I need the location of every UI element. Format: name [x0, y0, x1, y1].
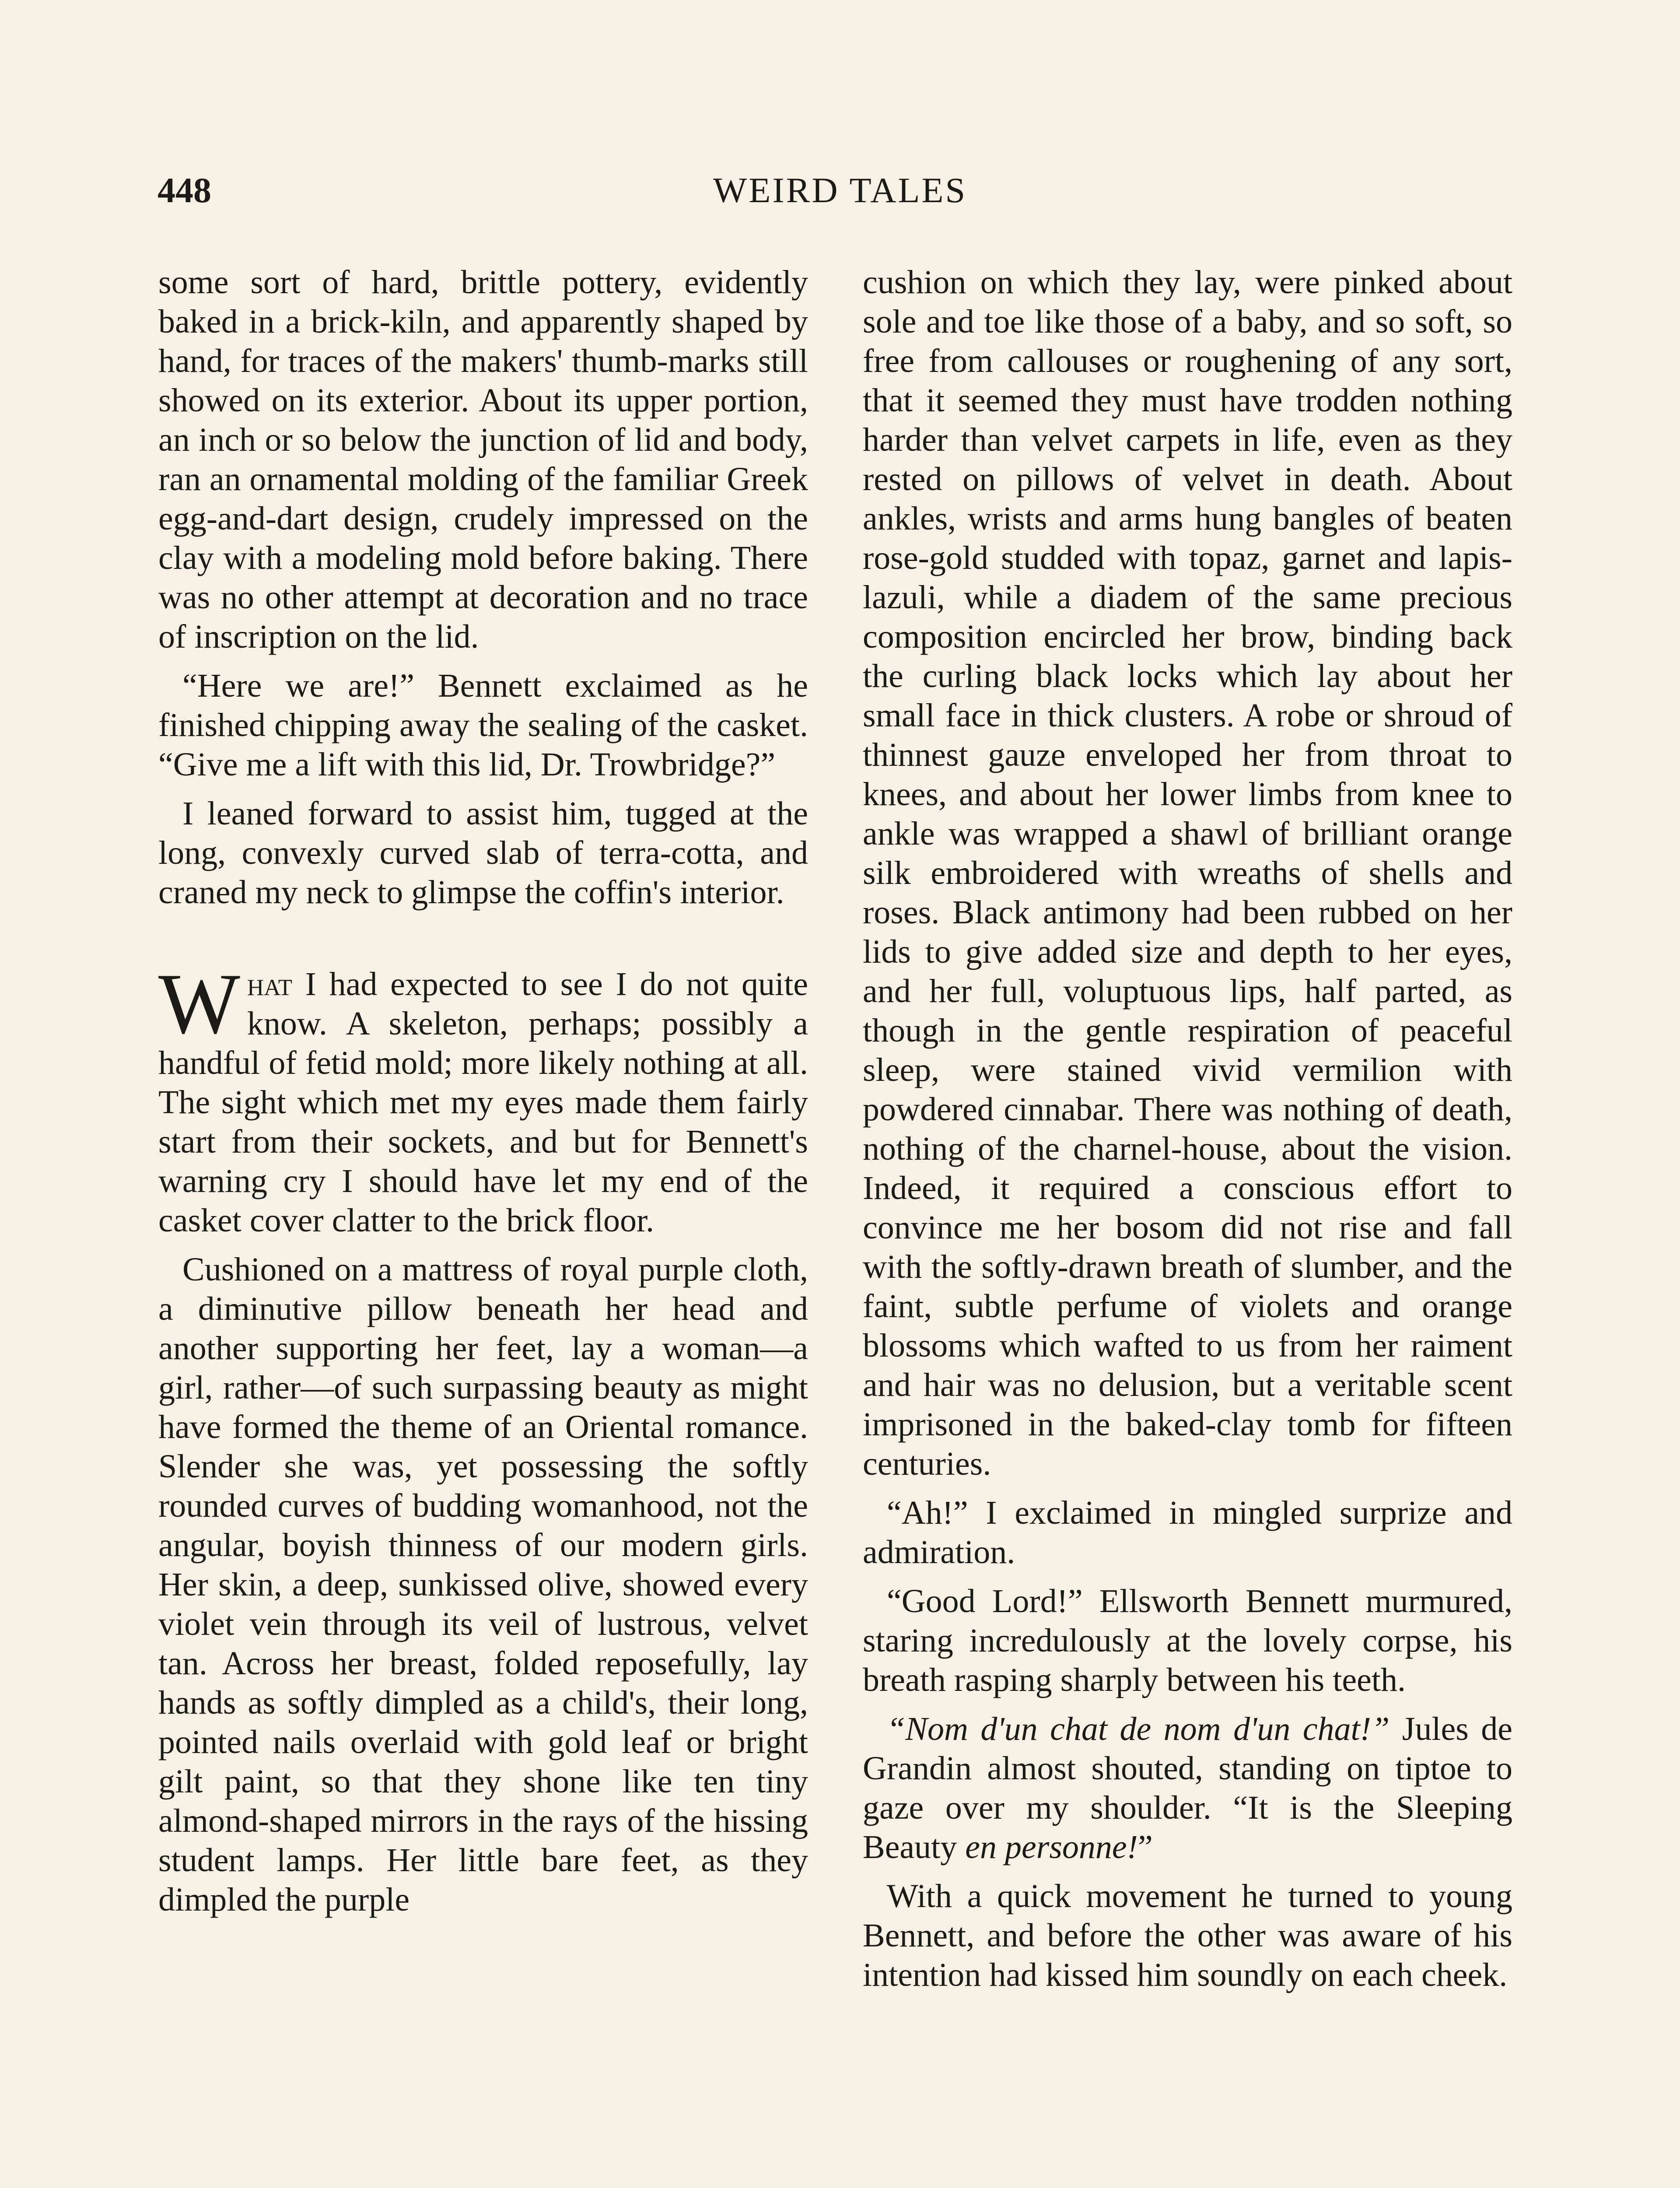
paragraph: “Here we are!” Bennett exclaimed as he finished chipping away the sealing of the casket. “Give me a lift with this lid, Dr. Trowbridge?” [158, 667, 808, 783]
drop-cap: W [158, 956, 240, 1052]
section-opening-text: I had expected to see I do not quite know. A skeleton, perhaps; possibly a handful of fetid mold; more likely nothing at all. The sight which met my eyes made them fairly start from their sockets, and but for Bennett's warning cry I should have let my end of the casket cover clatter to the brick floor. [158, 966, 808, 1239]
running-head: WEIRD TALES [713, 170, 967, 210]
left-column [158, 263, 808, 2188]
right-column [863, 263, 1512, 2188]
paragraph: “Good Lord!” Ellsworth Bennett murmured, staring incredulously at the lovely corpse, his breath rasping sharply between his teeth. [863, 1583, 1512, 1698]
paragraph-text: Jules de Grandin almost shouted, standing on tiptoe to gaze over my shoulder. “It is the Sleeping Beauty [863, 1711, 1512, 1865]
page-number: 448 [158, 170, 211, 210]
section-opening-paragraph [158, 956, 808, 1240]
paragraph: With a quick movement he turned to young Bennett, and before the other was aware of his intention had kissed him soundly on each cheek. [863, 1878, 1512, 1993]
section-lead-word: hat [247, 966, 292, 1003]
closing-quote: ” [1138, 1829, 1153, 1865]
italic-phrase: en personne! [965, 1829, 1138, 1865]
paragraph: some sort of hard, brittle pottery, evidently baked in a brick-kiln, and apparently shaped by hand, for traces of the makers' thumb-marks still showed on its exterior. About its upper portion, an inch or so below the junction of lid and body, ran an ornamental molding of the familiar Greek egg-and-dart design, crudely impressed on the clay with a modeling mold before baking. There was no other attempt at decoration and no trace of inscription on the lid. [158, 264, 808, 655]
paragraph: “Ah!” I exclaimed in mingled surprize and admiration. [863, 1494, 1512, 1571]
paragraph: I leaned forward to assist him, tugged at the long, convexly curved slab of terra-cotta, and craned my neck to glimpse the coffin's interior. [158, 795, 808, 911]
paragraph: cushion on which they lay, were pinked about sole and toe like those of a baby, and so soft, so free from callouses or roughening of any sort, that it seemed they must have trodden nothing harder than velvet carpets in life, even as they rested on pillows of velvet in death. About ankles, wrists and arms hung bangles of beaten rose-gold studded with topaz, garnet and lapis-lazuli, while a diadem of the same precious composition encircled her brow, binding back the curling black locks which lay about her small face in thick clusters. A robe or shroud of thinnest gauze enveloped her from throat to knees, and about her lower limbs from knee to ankle was wrapped a shawl of brilliant orange silk embroidered with wreaths of shells and roses. Black antimony had been rubbed on her lids to give added size and depth to her eyes, and her full, voluptuous lips, half parted, as though in the gentle respiration of peaceful sleep, were stained vivid vermilion with powdered cinnabar. There was nothing of death, nothing of the charnel-house, about the vision. Indeed, it required a conscious effort to convince me her bosom did not rise and fall with the softly-drawn breath of slumber, and the faint, subtle perfume of violets and orange blossoms which wafted to us from her raiment and hair was no delusion, but a veritable scent imprisoned in the baked-clay tomb for fifteen centuries. [863, 264, 1512, 1482]
paragraph: Cushioned on a mattress of royal purple cloth, a diminutive pillow beneath her head and another supporting her feet, lay a woman—a girl, rather—of such surpassing beauty as might have formed the theme of an Oriental romance. Slender she was, yet possessing the softly rounded curves of budding womanhood, not the angular, boyish thinness of our modern girls. Her skin, a deep, sunkissed olive, showed every violet vein through its veil of lustrous, velvet tan. Across her breast, folded reposefully, lay hands as softly dimpled as a child's, their long, pointed nails overlaid with gold leaf or bright gilt paint, so that they shone like ten tiny almond-shaped mirrors in the rays of the hissing student lamps. Her little bare feet, as they dimpled the purple [158, 1251, 808, 1918]
page-header [158, 166, 1522, 214]
paragraph [863, 1709, 1512, 1867]
italic-exclamation: “Nom d'un chat de nom d'un chat!” [887, 1711, 1390, 1747]
